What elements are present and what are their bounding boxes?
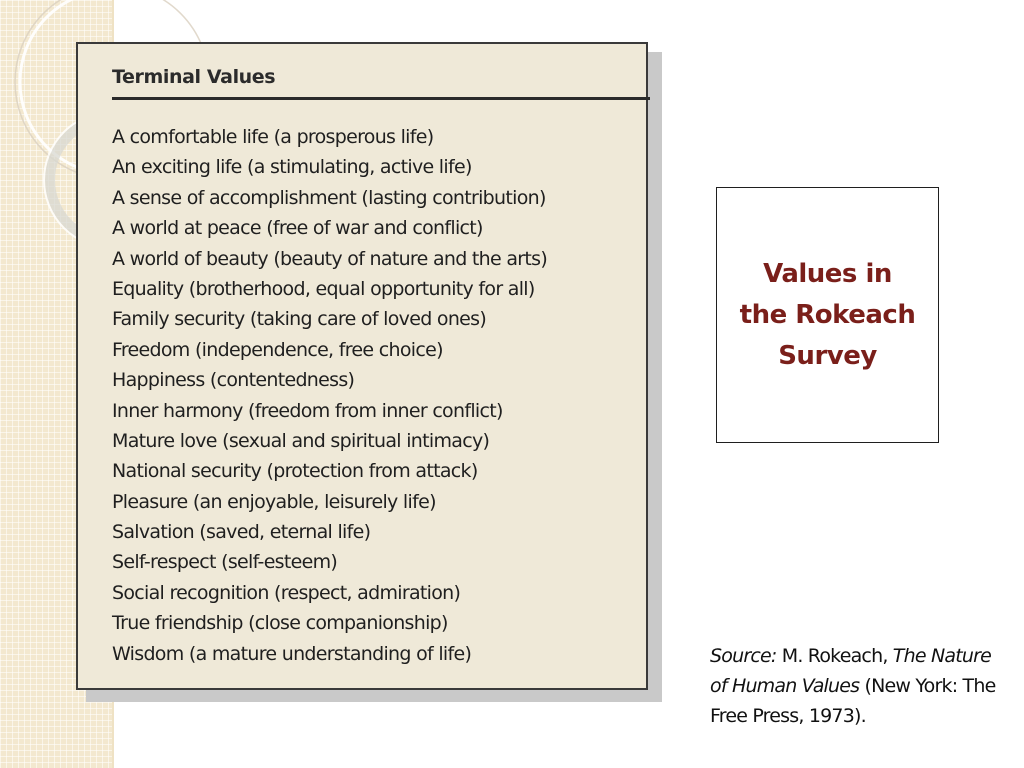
source-book-title: The Nature of Human Values [710,645,992,697]
slide-title-box [716,187,939,443]
list-item: Equality (brotherhood, equal opportunity for all) [112,277,535,300]
slide-title [723,254,933,377]
list-item: Happiness (contentedness) [112,369,355,392]
list-item: Freedom (independence, free choice) [112,338,443,361]
source-publication: (New York: The Free Press, 1973). [710,675,996,727]
list-item: Pleasure (an enjoyable, leisurely life) [112,490,436,513]
list-item: Family security (taking care of loved ones) [112,308,487,331]
list-item: A world at peace (free of war and conflict) [112,217,483,240]
list-item: A sense of accomplishment (lasting contribution) [112,186,546,209]
slide-title-line: the Rokeach [739,299,916,330]
terminal-values-card [76,42,648,690]
source-label: Source: [710,645,777,667]
source-citation [710,641,1010,731]
slide-title-line: Survey [778,340,877,371]
slide-title-line: Values in [763,258,892,289]
list-item: Salvation (saved, eternal life) [112,521,371,544]
heading-divider [112,97,650,100]
list-item: National security (protection from attack) [112,460,478,483]
list-item: Mature love (sexual and spiritual intimacy) [112,429,490,452]
list-item: A world of beauty (beauty of nature and the arts) [112,247,548,270]
list-item: Inner harmony (freedom from inner conflict) [112,399,503,422]
list-item: An exciting life (a stimulating, active life) [112,156,472,179]
list-item: A comfortable life (a prosperous life) [112,126,434,148]
source-author: M. Rokeach, [776,645,893,667]
list-item: Self-respect (self-esteem) [112,551,338,574]
card-heading: Terminal Values [112,66,276,88]
list-item: Social recognition (respect, admiration) [112,581,461,604]
list-item: True friendship (close companionship) [112,612,448,635]
list-item: Wisdom (a mature understanding of life) [112,642,472,665]
values-list [112,122,547,669]
